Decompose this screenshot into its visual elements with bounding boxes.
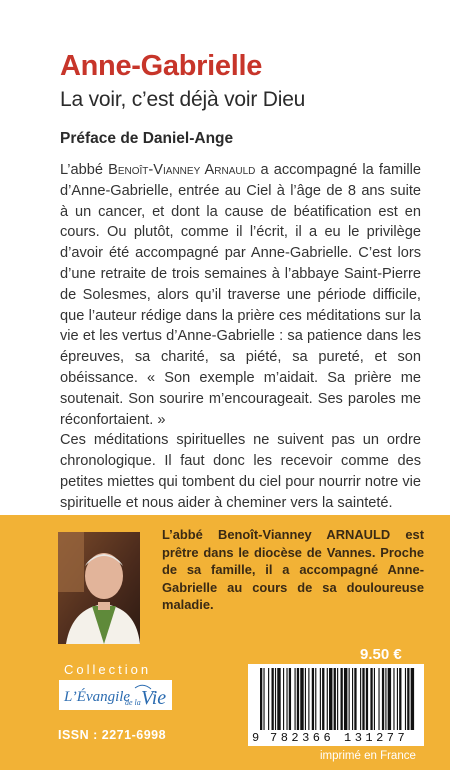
author-photo (58, 532, 140, 644)
price-label: 9.50 € (360, 646, 402, 663)
blurb-paragraph-1 (60, 160, 421, 430)
barcode-bar (289, 668, 291, 730)
barcode-digits-group-2: 131277 (344, 731, 409, 745)
barcode-bar (382, 668, 384, 730)
barcode-digit-prefix: 9 (252, 731, 260, 745)
barcode-bar (411, 668, 414, 730)
barcode-bar (349, 668, 350, 730)
collection-label: Collection (64, 662, 152, 677)
blurb-author-name: Benoît-Vianney Arnauld (108, 162, 256, 178)
barcode-bar (399, 668, 401, 730)
barcode-bar (315, 668, 316, 730)
logo-text-evangile: L’Évangile (64, 689, 131, 705)
barcode-bar (407, 668, 409, 730)
logo-text-de-la: de la (125, 698, 141, 707)
barcode-bar (397, 668, 398, 730)
barcode-bar (360, 668, 361, 730)
isbn-barcode (248, 664, 424, 732)
barcode-bar (312, 668, 314, 730)
barcode-bar (370, 668, 372, 730)
barcode-bar (268, 668, 269, 730)
barcode-bar (277, 668, 280, 730)
barcode-bar (320, 668, 321, 730)
barcode-bar (352, 668, 353, 730)
barcode-bar (327, 668, 328, 730)
barcode-digits-group-1: 782366 (270, 731, 335, 745)
barcode-bar (272, 668, 274, 730)
back-cover-blurb (60, 160, 421, 514)
barcode-bar (366, 668, 368, 730)
barcode-bar (334, 668, 336, 730)
barcode-bar (337, 668, 338, 730)
barcode-bars (248, 664, 424, 732)
author-portrait-image (58, 532, 140, 644)
book-subtitle: La voir, c’est déjà voir Dieu (60, 88, 306, 111)
barcode-bar (374, 668, 375, 730)
logo-text-vie: Vie (141, 687, 167, 709)
barcode-bar (283, 668, 284, 730)
barcode-bar (308, 668, 309, 730)
barcode-digits (248, 731, 424, 746)
barcode-bar (300, 668, 303, 730)
barcode-bar (405, 668, 406, 730)
printed-in-label: imprimé en France (320, 750, 416, 762)
barcode-bar (385, 668, 386, 730)
barcode-bar (295, 668, 296, 730)
blurb-text: a accompagné la famille d’Anne-Gabrielle, entrée au Ciel à l’âge de 8 ans suite à un cancer, et dont la cause de béatification est en cours. Ou plutôt, comme il l’écrit, il a eu le privilège d’avoir été accompagné par Anne-Gabrielle. C’est lors d’une retraite de trois semaines à l’abbaye Saint-Pierre de Solesmes, alors qu’il traverse une période difficile, que l’auteur rédige dans la prière ces méditations sur la vie et les vertus d’Anne-Gabrielle : sa patience dans les épreuves, sa charité, sa piété, sa pureté, et son obéissance. « Son exemple m’aidait. Sa prière me soutenait. Son sourire m’encourageait. Ses paroles me réconfortaient. » (60, 162, 421, 428)
barcode-bar (344, 668, 347, 730)
author-bio: L’abbé Benoît-Vianney ARNAULD est prêtre dans le diocèse de Vannes. Proche de sa famille, il a accompagné Anne-Gabrielle au cours de sa douloureuse maladie. (162, 527, 424, 613)
book-title: Anne-Gabrielle (60, 50, 263, 82)
barcode-bar (362, 668, 364, 730)
barcode-bar (260, 668, 262, 730)
barcode-bar (263, 668, 264, 730)
barcode-bar (354, 668, 356, 730)
barcode-bar (341, 668, 343, 730)
issn-label: ISSN : 2271-6998 (58, 728, 167, 742)
barcode-bar (305, 668, 306, 730)
barcode-bar (286, 668, 287, 730)
blurb-paragraph-2: Ces méditations spirituelles ne suivent pas un ordre chronologique. Il faut donc les recevoir comme des petites miettes qui tombent du ciel pour nourrir notre vie spirituelle et nous aider à cheminer vers la sainteté. (60, 432, 421, 511)
blurb-prefix: L’abbé (60, 162, 109, 178)
barcode-bar (275, 668, 276, 730)
barcode-bar (388, 668, 391, 730)
barcode-bar (393, 668, 394, 730)
barcode-bar (329, 668, 332, 730)
collection-logo (59, 680, 172, 710)
barcode-bar (378, 668, 379, 730)
barcode-bar (322, 668, 324, 730)
barcode-bar (297, 668, 299, 730)
preface-credit: Préface de Daniel-Ange (60, 130, 234, 147)
